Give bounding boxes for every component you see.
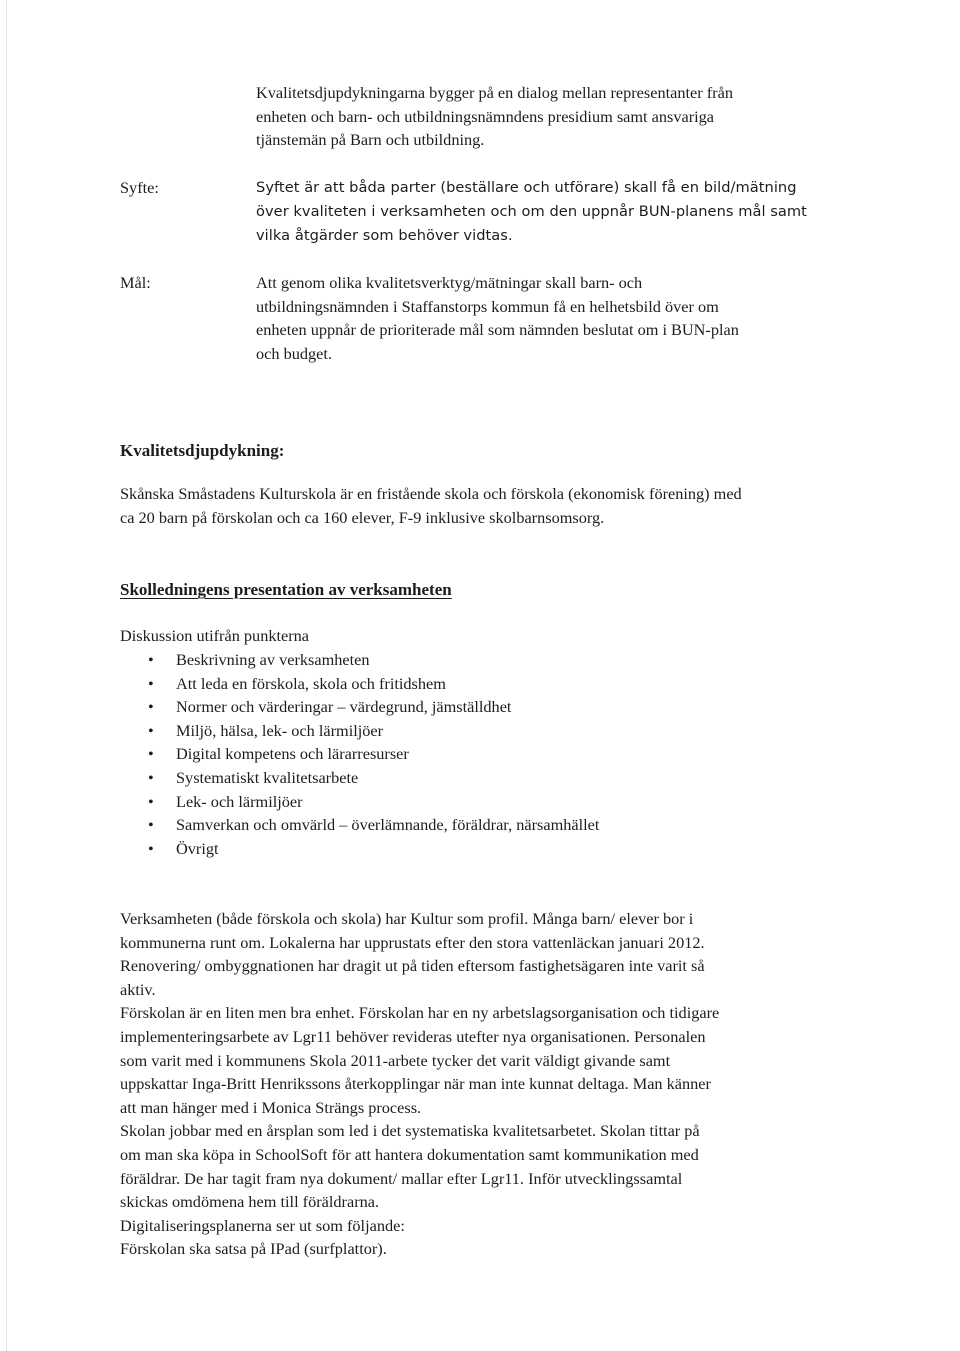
bullet-icon: • <box>148 815 154 835</box>
mal-label: Mål: <box>120 273 151 292</box>
topic-label: Digital kompetens och lärarresurser <box>176 744 409 764</box>
topic-label: Övrigt <box>176 838 219 858</box>
topic-label: Miljö, hälsa, lek- och lärmiljöer <box>176 720 384 740</box>
topic-label: Lek- och lärmiljöer <box>176 791 303 811</box>
body-line: Digitaliseringsplanerna ser ut som följande: <box>120 1215 405 1235</box>
mal-line: och budget. <box>256 343 332 363</box>
list-item <box>120 766 599 790</box>
topic-list <box>120 648 599 860</box>
body-line: aktiv. <box>120 979 156 999</box>
syfte-label: Syfte: <box>120 178 159 197</box>
bullet-icon: • <box>148 720 154 740</box>
kvalitetsdjupdykning-line: ca 20 barn på förskolan och ca 160 elever, F-9 inklusive skolbarnsomsorg. <box>120 507 605 527</box>
discussion-intro: Diskussion utifrån punkterna <box>120 626 310 645</box>
list-item <box>120 672 599 696</box>
kvalitetsdjupdykning-line: Skånska Småstadens Kulturskola är en fristående skola och förskola (ekonomisk förening) med <box>120 484 742 503</box>
skolledning-heading: Skolledningens presentation av verksamheten <box>120 580 452 599</box>
topic-label: Systematiskt kvalitetsarbete <box>176 767 359 787</box>
list-item <box>120 648 599 672</box>
topic-label: Beskrivning av verksamheten <box>176 650 370 669</box>
body-line: Förskolan ska satsa på IPad (surfplattor). <box>120 1239 387 1259</box>
list-item <box>120 790 599 814</box>
body-line: Förskolan är en liten men bra enhet. Förskolan har en ny arbetslagsorganisation och tidigare <box>120 1003 720 1023</box>
bullet-icon: • <box>148 767 154 787</box>
body-line: implementeringsarbete av Lgr11 behöver revideras utefter nya organisationen. Personalen <box>120 1026 706 1046</box>
mal-line: enheten uppnår de prioriterade mål som nämnden beslutat om i BUN-plan <box>256 320 739 340</box>
syfte-line: över kvaliteten i verksamheten och om den uppnår BUN-planens mål samt <box>256 203 807 220</box>
syfte-paragraph <box>256 176 856 248</box>
mal-line: utbildningsnämnden i Staffanstorps kommun få en helhetsbild över om <box>256 296 719 316</box>
syfte-line: vilka åtgärder som behöver vidtas. <box>256 227 513 244</box>
list-item <box>120 813 599 837</box>
intro-paragraph <box>256 81 856 152</box>
topic-label: Att leda en förskola, skola och fritidshem <box>176 673 446 693</box>
body-line: skickas omdömena hem till föräldrarna. <box>120 1192 380 1212</box>
topic-label: Normer och värderingar – värdegrund, jämställdhet <box>176 697 512 717</box>
intro-line: Kvalitetsdjupdykningarna bygger på en dialog mellan representanter från <box>256 83 733 102</box>
body-line: Verksamheten (både förskola och skola) har Kultur som profil. Många barn/ elever bor i <box>120 909 694 928</box>
list-item <box>120 695 599 719</box>
topic-label: Samverkan och omvärld – överlämnande, föräldrar, närsamhället <box>176 815 600 835</box>
bullet-icon: • <box>148 673 154 693</box>
list-item <box>120 837 599 861</box>
list-item <box>120 742 599 766</box>
body-line: kommunerna runt om. Lokalerna har upprustats efter den stora vattenläckan januari 2012. <box>120 932 705 952</box>
body-line: om man ska köpa in SchoolSoft för att hantera dokumentation samt kommunikation med <box>120 1144 699 1164</box>
intro-line: tjänstemän på Barn och utbildning. <box>256 130 485 150</box>
body-line: föräldrar. De har tagit fram nya dokument/ mallar efter Lgr11. Inför utvecklingssamtal <box>120 1168 683 1188</box>
intro-line: enheten och barn- och utbildningsnämndens presidium samt ansvariga <box>256 106 715 126</box>
list-item <box>120 719 599 743</box>
body-line: Renovering/ ombyggnationen har dragit ut på tiden eftersom fastighetsägaren inte varit så <box>120 956 705 976</box>
bullet-icon: • <box>148 744 154 764</box>
kvalitetsdjupdykning-paragraph <box>120 482 840 529</box>
mal-paragraph <box>256 271 856 365</box>
bullet-icon: • <box>148 650 154 669</box>
body-paragraph <box>120 907 840 1261</box>
kvalitetsdjupdykning-heading: Kvalitetsdjupdykning: <box>120 441 285 460</box>
syfte-line: Syftet är att båda parter (beställare och utförare) skall få en bild/mätning <box>256 179 797 196</box>
bullet-icon: • <box>148 838 154 858</box>
page-edge-line <box>6 0 7 1351</box>
bullet-icon: • <box>148 697 154 717</box>
body-line: att man hänger med i Monica Strängs process. <box>120 1097 422 1117</box>
body-line: som varit med i kommunens Skola 2011-arbete tycker det varit väldigt givande samt <box>120 1050 671 1070</box>
body-line: uppskattar Inga-Britt Henrikssons återkopplingar när man inte kunnat deltaga. Man känner <box>120 1074 711 1094</box>
mal-line: Att genom olika kvalitetsverktyg/mätningar skall barn- och <box>256 273 643 292</box>
body-line: Skolan jobbar med en årsplan som led i det systematiska kvalitetsarbetet. Skolan tittar på <box>120 1121 700 1141</box>
bullet-icon: • <box>148 791 154 811</box>
